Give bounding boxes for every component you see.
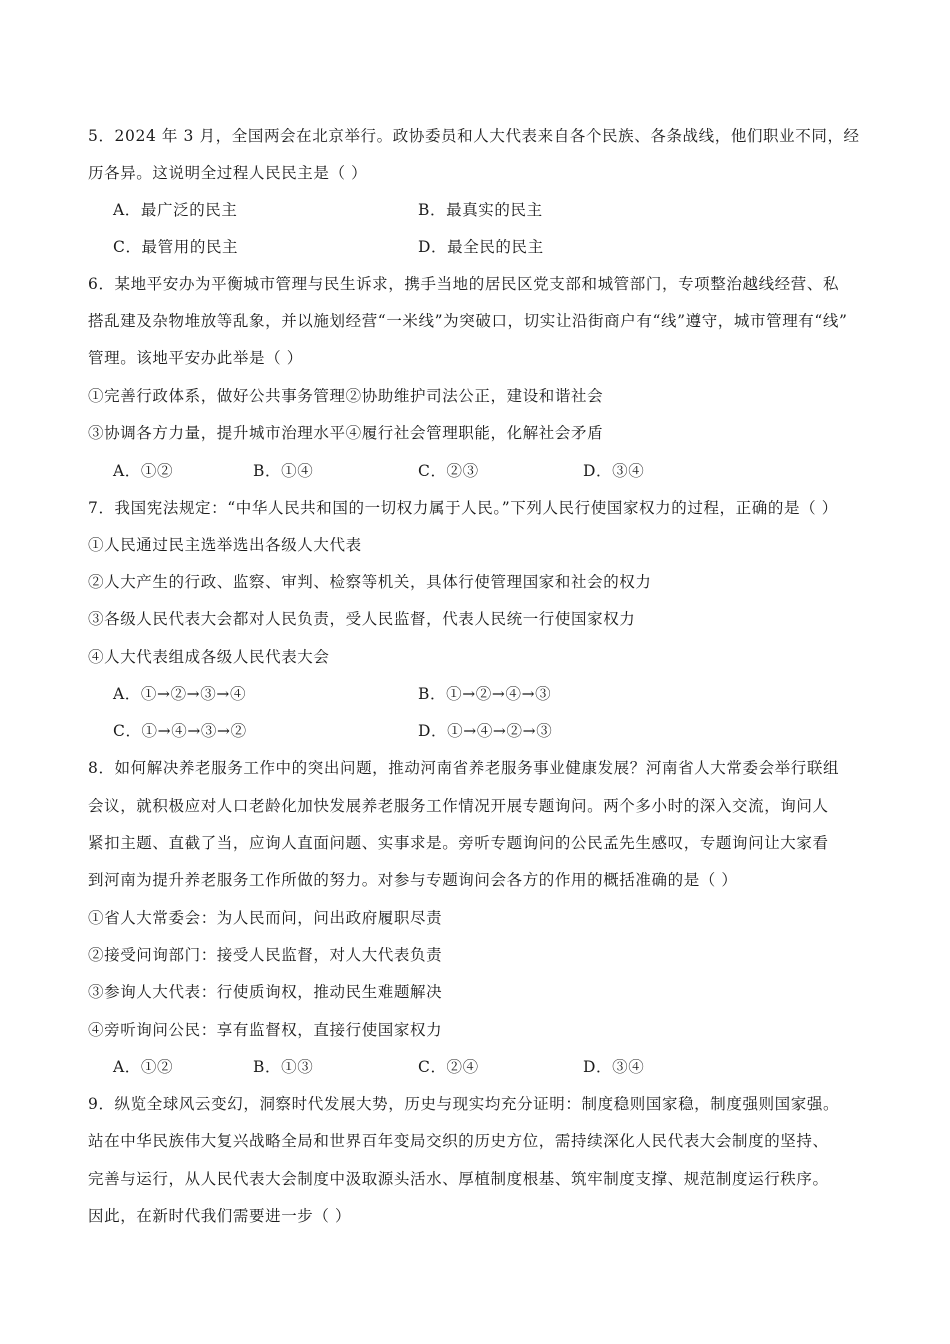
q7-option-a[interactable]: A．①→②→③→④ (113, 685, 247, 703)
q5-option-c[interactable]: C．最管用的民主 (113, 238, 239, 256)
q8-statement-1: ①省人大常委会：为人民而问，问出政府履职尽责 (88, 909, 443, 927)
q5-option-a[interactable]: A．最广泛的民主 (113, 201, 238, 219)
q8-option-c[interactable]: C．②④ (418, 1058, 479, 1076)
q7-statement-2: ②人大产生的行政、监察、审判、检察等机关，具体行使管理国家和社会的权力 (88, 573, 652, 591)
q5-stem-line-1: 5．2024 年 3 月，全国两会在北京举行。政协委员和人大代表来自各个民族、各条战线，他们职业不同，经 (88, 127, 860, 145)
q9-stem-line-3: 完善与运行，从人民代表大会制度中汲取源头活水、厚植制度根基、筑牢制度支撑、规范制度运行秩序。 (88, 1170, 829, 1188)
q7-statement-1: ①人民通过民主选举选出各级人大代表 (88, 536, 362, 554)
q8-stem-line-2: 会议，就积极应对人口老龄化加快发展养老服务工作情况开展专题询问。两个多小时的深入交流，询问人 (88, 797, 829, 815)
q6-option-a[interactable]: A．①② (113, 462, 174, 480)
q9-stem-line-4: 因此，在新时代我们需要进一步（ ） (88, 1207, 352, 1225)
q5-option-b[interactable]: B．最真实的民主 (418, 201, 543, 219)
q7-option-d[interactable]: D．①→④→②→③ (418, 722, 553, 740)
q7-option-b[interactable]: B．①→②→④→③ (418, 685, 552, 703)
q7-statement-3: ③各级人民代表大会都对人民负责，受人民监督，代表人民统一行使国家权力 (88, 610, 636, 628)
q8-option-a[interactable]: A．①② (113, 1058, 174, 1076)
q8-option-b[interactable]: B．①③ (253, 1058, 314, 1076)
q8-statement-3: ③参询人大代表：行使质询权，推动民生难题解决 (88, 983, 443, 1001)
q5-stem-line-2: 历各异。这说明全过程人民民主是（ ） (88, 164, 368, 182)
q8-statement-2: ②接受问询部门：接受人民监督，对人大代表负责 (88, 946, 443, 964)
q6-statement-line-2: ③协调各方力量，提升城市治理水平④履行社会管理职能，化解社会矛盾 (88, 424, 604, 442)
q5-option-d[interactable]: D．最全民的民主 (418, 238, 544, 256)
q9-stem-line-1: 9．纵览全球风云变幻，洞察时代发展大势，历史与现实均充分证明：制度稳则国家稳，制度强则国家强。 (88, 1095, 840, 1113)
q8-option-d[interactable]: D．③④ (583, 1058, 645, 1076)
q6-option-b[interactable]: B．①④ (253, 462, 314, 480)
q9-stem-line-2: 站在中华民族伟大复兴战略全局和世界百年变局交织的历史方位，需持续深化人民代表大会制度的坚持、 (88, 1132, 829, 1150)
q6-stem-line-1: 6．某地平安办为平衡城市管理与民生诉求，携手当地的居民区党支部和城管部门，专项整治越线经营、私 (88, 275, 840, 293)
q7-statement-4: ④人大代表组成各级人民代表大会 (88, 648, 330, 666)
q7-stem-line-1: 7．我国宪法规定：“中华人民共和国的一切权力属于人民。”下列人民行使国家权力的过程，正确的是（ ） (88, 499, 838, 517)
q6-statement-line-1: ①完善行政体系，做好公共事务管理②协助维护司法公正，建设和谐社会 (88, 387, 604, 405)
q8-statement-4: ④旁听询问公民：享有监督权，直接行使国家权力 (88, 1021, 443, 1039)
q8-stem-line-1: 8．如何解决养老服务工作中的突出问题，推动河南省养老服务事业健康发展？河南省人大常委会举行联组 (88, 759, 840, 777)
q6-option-c[interactable]: C．②③ (418, 462, 479, 480)
q7-option-c[interactable]: C．①→④→③→② (113, 722, 247, 740)
q8-stem-line-4: 到河南为提升养老服务工作所做的努力。对参与专题询问会各方的作用的概括准确的是（ ） (88, 871, 738, 889)
q6-option-d[interactable]: D．③④ (583, 462, 645, 480)
q8-stem-line-3: 紧扣主题、直截了当，应询人直面问题、实事求是。旁听专题询问的公民孟先生感叹，专题询问让大家看 (88, 834, 829, 852)
q6-stem-line-2: 搭乱建及杂物堆放等乱象，并以施划经营“一米线”为突破口，切实让沿街商户有“线”遵守，城市管理有“线” (88, 312, 848, 330)
q6-stem-line-3: 管理。该地平安办此举是（ ） (88, 349, 303, 367)
